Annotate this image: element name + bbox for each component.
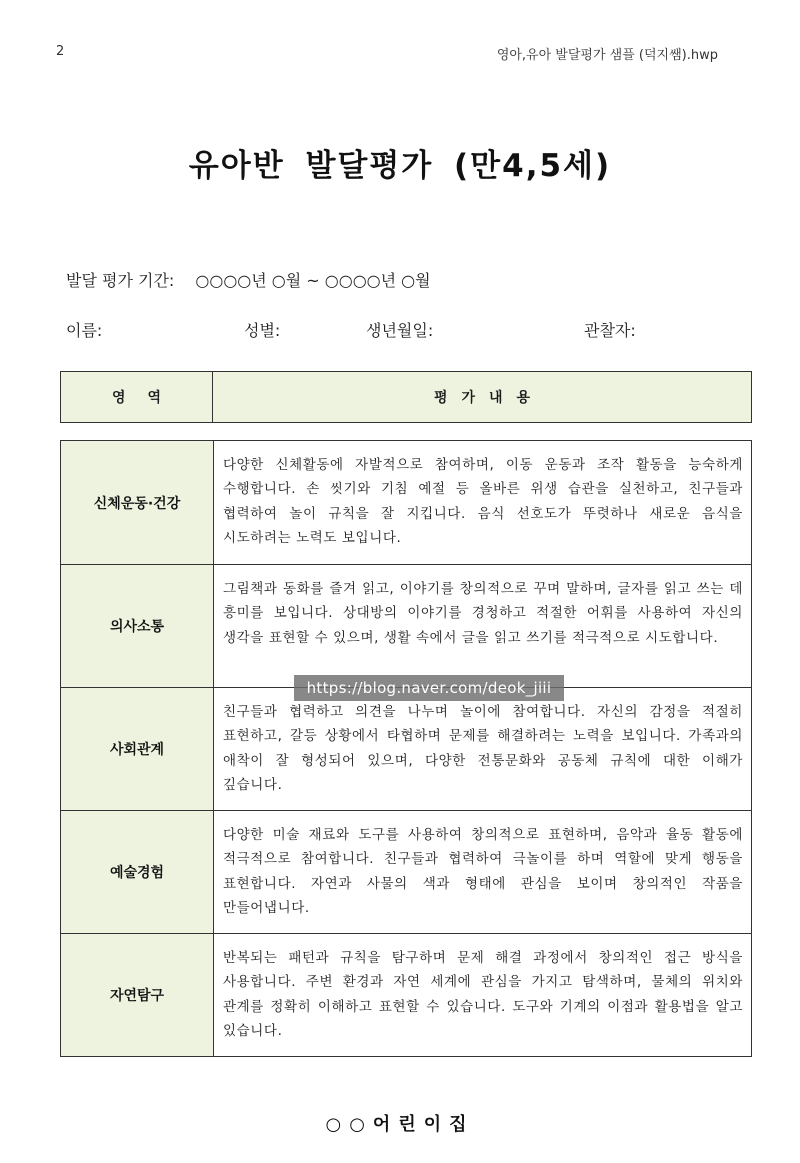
header-content: 평가내용 [433,390,545,406]
evaluation-period [66,268,431,291]
content-cell: 반복되는 패턴과 규칙을 탐구하며 문제 해결 과정에서 창의적인 접근 방식을 사용합니다. 주변 환경과 자연 세계에 관심을 가지고 탐색하며, 물체의 위치와 관계를 정확히 이해하고 표현할 수 있습니다. 도구와 기계의 이점과 활용법을 알고 있습니다. [223,950,743,1040]
table-row [61,933,751,1056]
name-label: 이름: [66,321,103,340]
page-title: 유아반 발달평가 (만4,5세) [188,148,612,184]
page-number: 2 [56,44,65,59]
period-value: ○○○○년 ○월 ~ ○○○○년 ○월 [195,271,431,290]
table-row [61,810,751,933]
birth-label: 생년월일: [366,321,434,340]
content-cell: 다양한 신체활동에 자발적으로 참여하며, 이동 운동과 조작 활동을 능숙하게 수행합니다. 손 씻기와 기침 예절 등 올바른 위생 습관을 실천하고, 친구들과 협력하여 놀이 규칙을 잘 지킵니다. 음식 선호도가 뚜렷하나 새로운 음식을 시도하려는 노력도 보입니다. [223,457,743,547]
table-row [61,687,751,810]
kindergarten-name: ○○어린이집 [325,1114,475,1135]
blog-watermark: https://blog.naver.com/deok_jiii [294,675,564,701]
content-cell: 친구들과 협력하고 의견을 나누며 놀이에 참여합니다. 자신의 감정을 적절히 표현하고, 갈등 상황에서 타협하며 문제를 해결하려는 노력을 보입니다. 가족과의 애착이 잘 형성되어 있으며, 다양한 전통문화와 공동체 규칙에 대한 이해가 깊습니다. [223,704,743,794]
content-cell: 그림책과 동화를 즐겨 읽고, 이야기를 창의적으로 꾸며 말하며, 글자를 읽고 쓰는 데 흥미를 보입니다. 상대방의 이야기를 경청하고 적절한 어휘를 사용하여 자신의 생각을 표현할 수 있으며, 생활 속에서 글을 읽고 쓰기를 적극적으로 시도합니다. [223,581,743,646]
observer-label: 관찰자: [584,321,636,340]
area-cell: 자연탐구 [61,934,214,1056]
table-row [61,441,751,564]
header-area: 영역 [61,372,213,422]
content-cell: 다양한 미술 재료와 도구를 사용하여 창의적으로 표현하며, 음악과 율동 활동에 적극적으로 참여합니다. 친구들과 협력하여 극놀이를 하며 역할에 맞게 행동을 표현합니다. 자연과 사물의 색과 형태에 관심을 보이며 창의적인 작품을 만들어냅니다. [223,827,743,917]
area-cell: 신체운동·건강 [61,441,214,564]
period-label: 발달 평가 기간: [66,271,175,290]
table-header [60,371,752,423]
area-cell: 의사소통 [61,565,214,687]
table-row [61,564,751,687]
gender-label: 성별: [244,321,281,340]
evaluation-table [60,440,752,1057]
file-name: 영아,유아 발달평가 샘플 (덕지쌤).hwp [496,48,718,63]
area-cell: 예술경험 [61,811,214,933]
area-cell: 사회관계 [61,688,214,810]
